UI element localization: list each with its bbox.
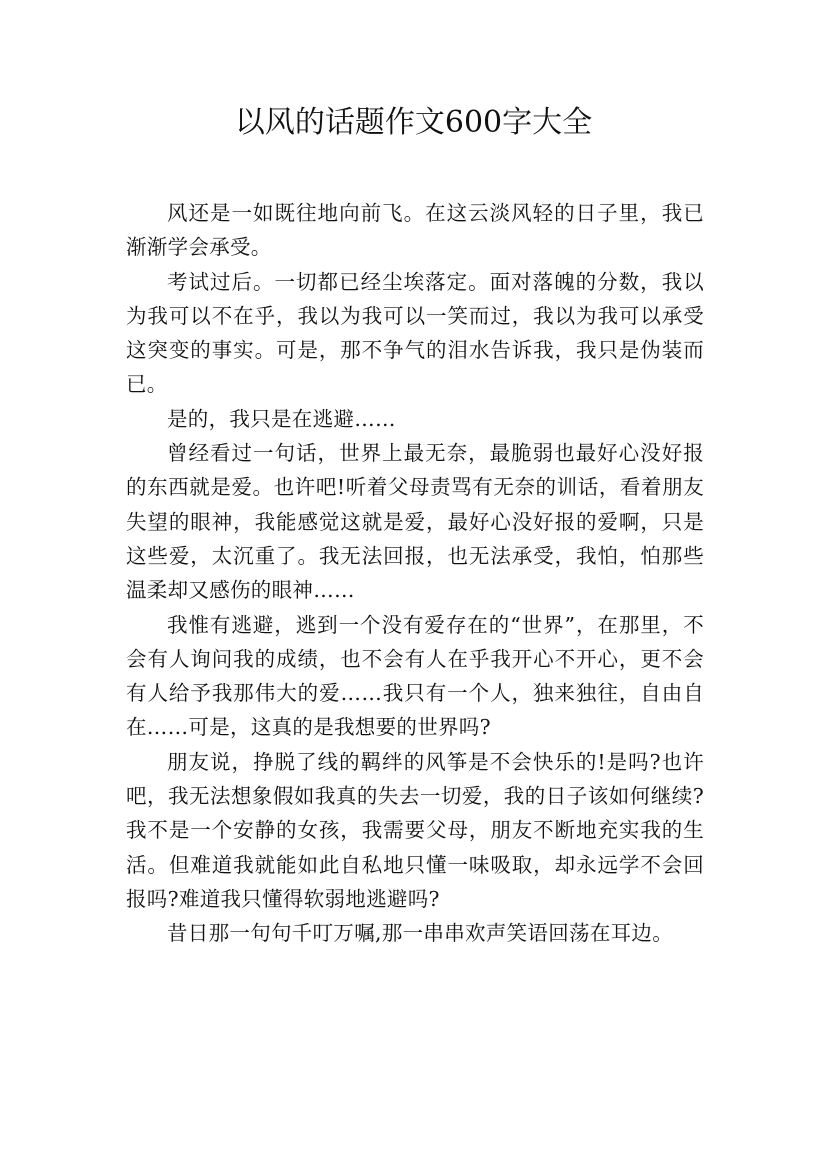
document-body (126, 196, 704, 951)
paragraph: 考试过后。一切都已经尘埃落定。面对落魄的分数，我以为我可以不在乎，我以为我可以一笑而过，我以为我可以承受这突变的事实。可是，那不争气的泪水告诉我，我只是伪装而已。 (126, 269, 704, 397)
paragraph: 昔日那一句句千叮万嘱,那一串串欢声笑语回荡在耳边。 (167, 921, 674, 946)
paragraph: 曾经看过一句话，世界上最无奈，最脆弱也最好心没好报的东西就是爱。也许吧!听着父母责骂有无奈的训话，看着朋友失望的眼神，我能感觉这就是爱，最好心没好报的爱啊，只是这些爱，太沉重了。我无法回报，也无法承受，我怕，怕那些温柔却又感伤的眼神…… (126, 441, 704, 603)
document-title: 以风的话题作文600字大全 (234, 105, 593, 140)
paragraph: 风还是一如既往地向前飞。在这云淡风轻的日子里，我已渐渐学会承受。 (126, 201, 704, 260)
paragraph: 朋友说，挣脱了线的羁绊的风筝是不会快乐的!是吗?也许吧，我无法想象假如我真的失去一切爱，我的日子该如何继续?我不是一个安静的女孩，我需要父母，朋友不断地充实我的生活。但难道我就能如此自私地只懂一味吸取，却永远学不会回报吗?难道我只懂得软弱地逃避吗? (126, 749, 704, 911)
paragraph: 是的，我只是在逃避…… (167, 406, 396, 431)
paragraph: 我惟有逃避，逃到一个没有爱存在的“世界”，在那里，不会有人询问我的成绩，也不会有人在乎我开心不开心，更不会有人给予我那伟大的爱……我只有一个人，独来独往，自由自在……可是，这真的是我想要的世界吗? (126, 612, 704, 740)
